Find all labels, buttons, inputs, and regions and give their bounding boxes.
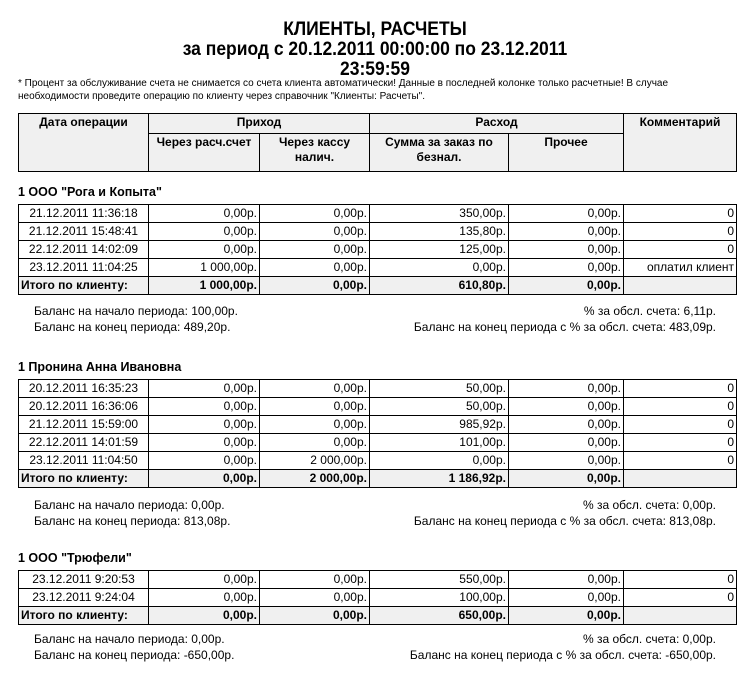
comment-value: 0: [624, 434, 737, 452]
header-date: Дата операции: [19, 114, 149, 172]
client-operations-table: [18, 379, 737, 488]
header-expense-other: Прочее: [509, 134, 624, 172]
total-label: Итого по клиенту:: [19, 607, 149, 625]
report-period-time-clip: [0, 59, 750, 80]
operation-date: 23.12.2011 9:24:04: [19, 589, 149, 607]
expense-other-value: 0,00р.: [509, 223, 624, 241]
total-income-cash: 0,00р.: [260, 277, 370, 295]
table-row: [19, 571, 737, 589]
comment-value: 0: [624, 416, 737, 434]
income-cash-value: 0,00р.: [260, 380, 370, 398]
balance-end-with-fee: Баланс на конец периода с % за обсл. счета: 483,09р.: [413, 320, 716, 334]
table-row: [19, 452, 737, 470]
income-cash-value: 0,00р.: [260, 241, 370, 259]
table-row: [19, 241, 737, 259]
expense-other-value: 0,00р.: [509, 241, 624, 259]
expense-other-value: 0,00р.: [509, 380, 624, 398]
comment-value: оплатил клиент: [624, 259, 737, 277]
total-row: [19, 470, 737, 488]
header-expense: Расход: [370, 114, 624, 134]
table-row: [19, 259, 737, 277]
income-cash-value: 0,00р.: [260, 223, 370, 241]
report-title: КЛИЕНТЫ, РАСЧЕТЫ: [283, 19, 467, 40]
expense-order-value: 985,92р.: [370, 416, 509, 434]
income-account-value: 0,00р.: [149, 205, 260, 223]
expense-other-value: 0,00р.: [509, 205, 624, 223]
total-row: [19, 277, 737, 295]
income-cash-value: 2 000,00р.: [260, 452, 370, 470]
operation-date: 23.12.2011 11:04:50: [19, 452, 149, 470]
comment-value: 0: [624, 571, 737, 589]
total-expense-order: 650,00р.: [370, 607, 509, 625]
operation-date: 20.12.2011 16:36:06: [19, 398, 149, 416]
client-group-title: 1 Пронина Анна Ивановна: [18, 360, 182, 374]
expense-order-value: 100,00р.: [370, 589, 509, 607]
report-period: за период с 20.12.2011 00:00:00 по 23.12.2011: [182, 39, 568, 60]
comment-value: 0: [624, 241, 737, 259]
income-account-value: 0,00р.: [149, 589, 260, 607]
income-account-value: 0,00р.: [149, 571, 260, 589]
report-note: * Процент за обслуживание счета не снимается со счета клиента автоматически! Данные в последней колонке только расчетные! В случае необходимости проведите операцию по клиенту через справочник "Клиенты: Расчеты".: [18, 78, 669, 102]
header-income-account: Через расч.счет: [149, 134, 260, 172]
operation-date: 22.12.2011 14:02:09: [19, 241, 149, 259]
total-comment: [624, 470, 737, 488]
report-title-block: [0, 19, 750, 80]
income-account-value: 0,00р.: [149, 452, 260, 470]
expense-order-value: 101,00р.: [370, 434, 509, 452]
expense-other-value: 0,00р.: [509, 416, 624, 434]
table-row: [19, 416, 737, 434]
client-operations-table: [18, 204, 737, 295]
expense-order-value: 135,80р.: [370, 223, 509, 241]
income-cash-value: 0,00р.: [260, 589, 370, 607]
expense-other-value: 0,00р.: [509, 434, 624, 452]
income-cash-value: 0,00р.: [260, 259, 370, 277]
total-row: [19, 607, 737, 625]
table-row: [19, 398, 737, 416]
income-cash-value: 0,00р.: [260, 416, 370, 434]
total-comment: [624, 607, 737, 625]
expense-order-value: 0,00р.: [370, 452, 509, 470]
total-comment: [624, 277, 737, 295]
expense-order-value: 0,00р.: [370, 259, 509, 277]
balance-start: Баланс на начало периода: 0,00р.: [34, 498, 225, 512]
table-row: [19, 434, 737, 452]
operation-date: 21.12.2011 15:48:41: [19, 223, 149, 241]
expense-order-value: 350,00р.: [370, 205, 509, 223]
income-cash-value: 0,00р.: [260, 398, 370, 416]
income-account-value: 1 000,00р.: [149, 259, 260, 277]
income-account-value: 0,00р.: [149, 416, 260, 434]
total-income-account: 0,00р.: [149, 607, 260, 625]
comment-value: 0: [624, 205, 737, 223]
income-cash-value: 0,00р.: [260, 434, 370, 452]
income-account-value: 0,00р.: [149, 223, 260, 241]
total-label: Итого по клиенту:: [19, 470, 149, 488]
header-comment: Комментарий: [624, 114, 737, 172]
table-row: [19, 223, 737, 241]
service-fee: % за обсл. счета: 6,11р.: [583, 304, 716, 318]
balance-end-with-fee: Баланс на конец периода с % за обсл. счета: -650,00р.: [409, 648, 716, 662]
expense-order-value: 50,00р.: [370, 380, 509, 398]
total-expense-other: 0,00р.: [509, 277, 624, 295]
income-account-value: 0,00р.: [149, 398, 260, 416]
income-account-value: 0,00р.: [149, 434, 260, 452]
balance-start: Баланс на начало периода: 0,00р.: [34, 632, 225, 646]
comment-value: 0: [624, 452, 737, 470]
balance-end: Баланс на конец периода: 489,20р.: [34, 320, 231, 334]
expense-other-value: 0,00р.: [509, 398, 624, 416]
header-expense-order: Сумма за заказ по безнал.: [370, 134, 509, 172]
table-row: [19, 589, 737, 607]
income-cash-value: 0,00р.: [260, 571, 370, 589]
report-period-time: 23:59:59: [340, 59, 410, 80]
total-income-account: 0,00р.: [149, 470, 260, 488]
comment-value: 0: [624, 380, 737, 398]
total-income-cash: 2 000,00р.: [260, 470, 370, 488]
operation-date: 23.12.2011 11:04:25: [19, 259, 149, 277]
balance-end: Баланс на конец периода: 813,08р.: [34, 514, 231, 528]
balance-start: Баланс на начало периода: 100,00р.: [34, 304, 238, 318]
total-income-account: 1 000,00р.: [149, 277, 260, 295]
service-fee: % за обсл. счета: 0,00р.: [582, 498, 716, 512]
balance-end-with-fee: Баланс на конец периода с % за обсл. счета: 813,08р.: [413, 514, 716, 528]
expense-order-value: 50,00р.: [370, 398, 509, 416]
operation-date: 21.12.2011 15:59:00: [19, 416, 149, 434]
operation-date: 23.12.2011 9:20:53: [19, 571, 149, 589]
operation-date: 20.12.2011 16:35:23: [19, 380, 149, 398]
total-expense-order: 1 186,92р.: [370, 470, 509, 488]
expense-other-value: 0,00р.: [509, 452, 624, 470]
table-row: [19, 380, 737, 398]
total-expense-other: 0,00р.: [509, 607, 624, 625]
balance-end: Баланс на конец периода: -650,00р.: [34, 648, 235, 662]
client-group-title: 1 ООО "Трюфели": [18, 551, 132, 565]
operation-date: 22.12.2011 14:01:59: [19, 434, 149, 452]
comment-value: 0: [624, 398, 737, 416]
income-cash-value: 0,00р.: [260, 205, 370, 223]
comment-value: 0: [624, 223, 737, 241]
total-income-cash: 0,00р.: [260, 607, 370, 625]
expense-other-value: 0,00р.: [509, 589, 624, 607]
income-account-value: 0,00р.: [149, 241, 260, 259]
expense-order-value: 125,00р.: [370, 241, 509, 259]
expense-other-value: 0,00р.: [509, 571, 624, 589]
service-fee: % за обсл. счета: 0,00р.: [582, 632, 716, 646]
client-operations-table: [18, 570, 737, 625]
client-group-title: 1 ООО "Рога и Копыта": [18, 185, 162, 199]
income-account-value: 0,00р.: [149, 380, 260, 398]
comment-value: 0: [624, 589, 737, 607]
expense-other-value: 0,00р.: [509, 259, 624, 277]
column-header-table: [18, 113, 737, 172]
total-expense-order: 610,80р.: [370, 277, 509, 295]
total-label: Итого по клиенту:: [19, 277, 149, 295]
header-income: Приход: [149, 114, 370, 134]
operation-date: 21.12.2011 11:36:18: [19, 205, 149, 223]
expense-order-value: 550,00р.: [370, 571, 509, 589]
total-expense-other: 0,00р.: [509, 470, 624, 488]
header-income-cash: Через кассу налич.: [260, 134, 370, 172]
table-row: [19, 205, 737, 223]
